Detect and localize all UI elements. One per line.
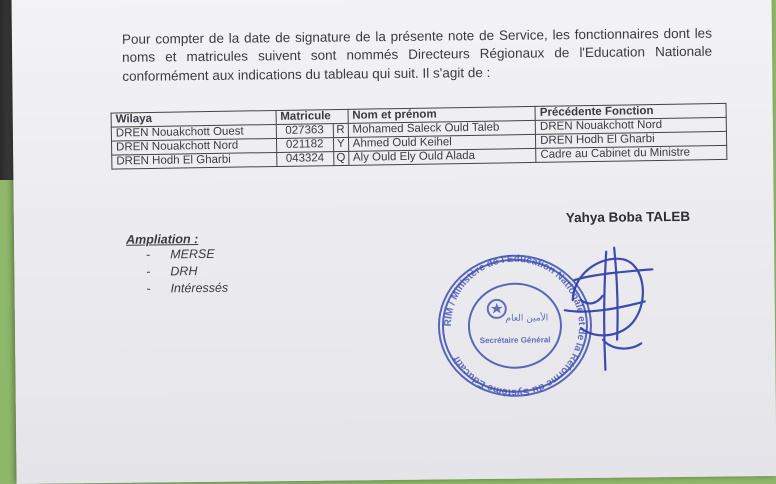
cell-fonction: DREN Nouakchott Nord [535, 117, 726, 134]
stamp-outer-text: RIM / Ministère de l'Education Nationale et de la Réforme du Système Educatif [442, 253, 587, 398]
list-item [126, 246, 228, 264]
cell-wilaya: DREN Nouakchott Nord [112, 138, 277, 155]
ampliation-block [126, 232, 228, 298]
document-page [11, 0, 776, 484]
cell-fonction: DREN Hodh El Gharbi [536, 131, 727, 148]
cell-matricule-letter: R [333, 123, 348, 137]
cell-matricule: 043324 [276, 152, 333, 167]
intro-paragraph: Pour compter de la date de signature de la présente note de Service, les fonctionnaires dont les noms et matricules suivent sont nommés Directeurs Régionaux de l'Education Nationale conformément aux indications du tableau qui suit. Il s'agit de : [121, 25, 713, 84]
handwritten-signature [544, 239, 666, 395]
cell-matricule-letter: Q [333, 151, 348, 165]
signer-name: Yahya Boba TALEB [565, 208, 691, 226]
cell-matricule-letter: Y [333, 137, 348, 151]
cell-matricule: 021182 [276, 138, 333, 153]
cell-fonction: Cadre au Cabinet du Ministre [536, 145, 727, 162]
cell-wilaya: DREN Hodh El Gharbi [112, 152, 277, 169]
list-item [126, 280, 228, 298]
list-item [126, 263, 228, 281]
ampliation-item: MERSE [170, 246, 215, 262]
ampliation-item: DRH [170, 264, 198, 279]
cell-matricule: 027363 [276, 124, 333, 139]
cell-nom: Aly Ould Ely Ould Alada [348, 148, 536, 165]
cell-wilaya: DREN Nouakchott Ouest [111, 124, 276, 141]
header-nom: Nom et prénom [348, 106, 536, 123]
stamp-inner-text: Secrétaire Général [479, 335, 551, 346]
cell-nom: Ahmed Ould Keihel [348, 134, 536, 151]
ampliation-title: Ampliation : [125, 232, 199, 247]
header-wilaya: Wilaya [111, 110, 276, 127]
ampliation-item: Intéressés [170, 280, 229, 296]
directors-table [111, 103, 728, 170]
cell-nom: Mohamed Saleck Ould Taleb [348, 120, 536, 137]
stamp-arabic-inner: الأمين العام [505, 313, 549, 324]
ampliation-list [126, 246, 228, 298]
dash-bullet: - [146, 247, 151, 262]
header-matricule: Matricule [276, 109, 348, 124]
dash-bullet: - [146, 264, 151, 279]
dash-bullet: - [146, 281, 151, 296]
header-fonction: Précédente Fonction [535, 103, 726, 120]
